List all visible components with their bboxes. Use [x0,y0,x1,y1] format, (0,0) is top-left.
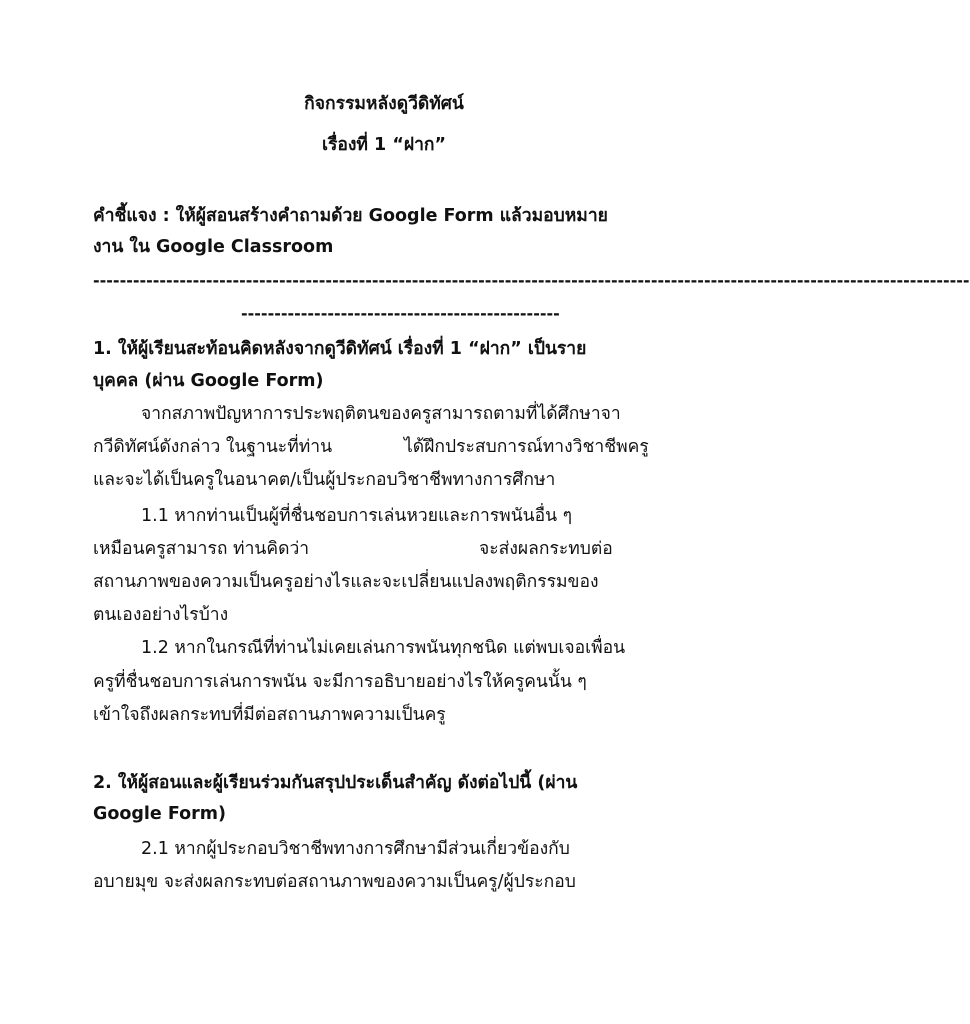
section-2-heading-line-1: 2. ให้ผู้สอนและผู้เรียนร่วมกันสรุปประเด็นสำคัญ ดังต่อไปนี้ (ผ่าน [93,773,578,793]
question-1-1-line-4: ตนเองอย่างไรบ้าง [93,605,229,625]
section-1-heading-line-1: 1. ให้ผู้เรียนสะท้อนคิดหลังจากดูวีดิทัศน์ เรื่องที่ 1 “ฝาก” เป็นราย [93,339,587,359]
section-1-intro-line-2a: กวีดิทัศน์ดังกล่าว ในฐานะที่ท่าน [93,437,333,457]
separator-line-2: ------------------------------------------------ [241,304,560,323]
question-1-2-line-2: ครูที่ชื่นชอบการเล่นการพนัน จะมีการอธิบายอย่างไรให้ครูคนนั้น ๆ [93,672,587,692]
question-1-1-line-2b: จะส่งผลกระทบต่อ [479,539,613,559]
document-subtitle: เรื่องที่ 1 “ฝาก” [321,135,446,155]
instructions-line-2: งาน ใน Google Classroom [93,237,334,257]
separator-line-1: ------------------------------------------------------------------------------------------------------------------------------------ [93,271,970,290]
section-1-heading-line-2: บุคคล (ผ่าน Google Form) [93,371,324,391]
question-2-1-line-1: 2.1 หากผู้ประกอบวิชาชีพทางการศึกษามีส่วนเกี่ยวข้องกับ [141,839,570,859]
question-2-1-line-2: อบายมุข จะส่งผลกระทบต่อสถานภาพของความเป็นครู/ผู้ประกอบ [93,872,576,892]
section-1-intro-line-3: และจะได้เป็นครูในอนาคต/เป็นผู้ประกอบวิชาชีพทางการศึกษา [93,470,556,490]
question-1-1-line-3: สถานภาพของความเป็นครูอย่างไรและจะเปลี่ยนแปลงพฤติกรรมของ [93,572,599,592]
section-1-intro-line-2b: ได้ฝึกประสบการณ์ทางวิชาชีพครู [404,437,649,457]
question-1-2-line-3: เข้าใจถึงผลกระทบที่มีต่อสถานภาพความเป็นครู [93,705,446,725]
instructions-line-1: คำชี้แจง : ให้ผู้สอนสร้างคำถามด้วย Google Form แล้วมอบหมาย [93,206,608,226]
question-1-2-line-1: 1.2 หากในกรณีที่ท่านไม่เคยเล่นการพนันทุกชนิด แต่พบเจอเพื่อน [141,638,626,658]
question-1-1-line-1: 1.1 หากท่านเป็นผู้ที่ชื่นชอบการเล่นหวยและการพนันอื่น ๆ [141,506,573,526]
section-1-intro-line-1: จากสภาพปัญหาการประพฤติตนของครูสามารถตามที่ได้ศึกษาจา [141,404,621,424]
document-title: กิจกรรมหลังดูวีดิทัศน์ [304,94,464,114]
question-1-1-line-2a: เหมือนครูสามารถ ท่านคิดว่า [93,539,310,559]
section-2-heading-line-2: Google Form) [93,804,227,824]
